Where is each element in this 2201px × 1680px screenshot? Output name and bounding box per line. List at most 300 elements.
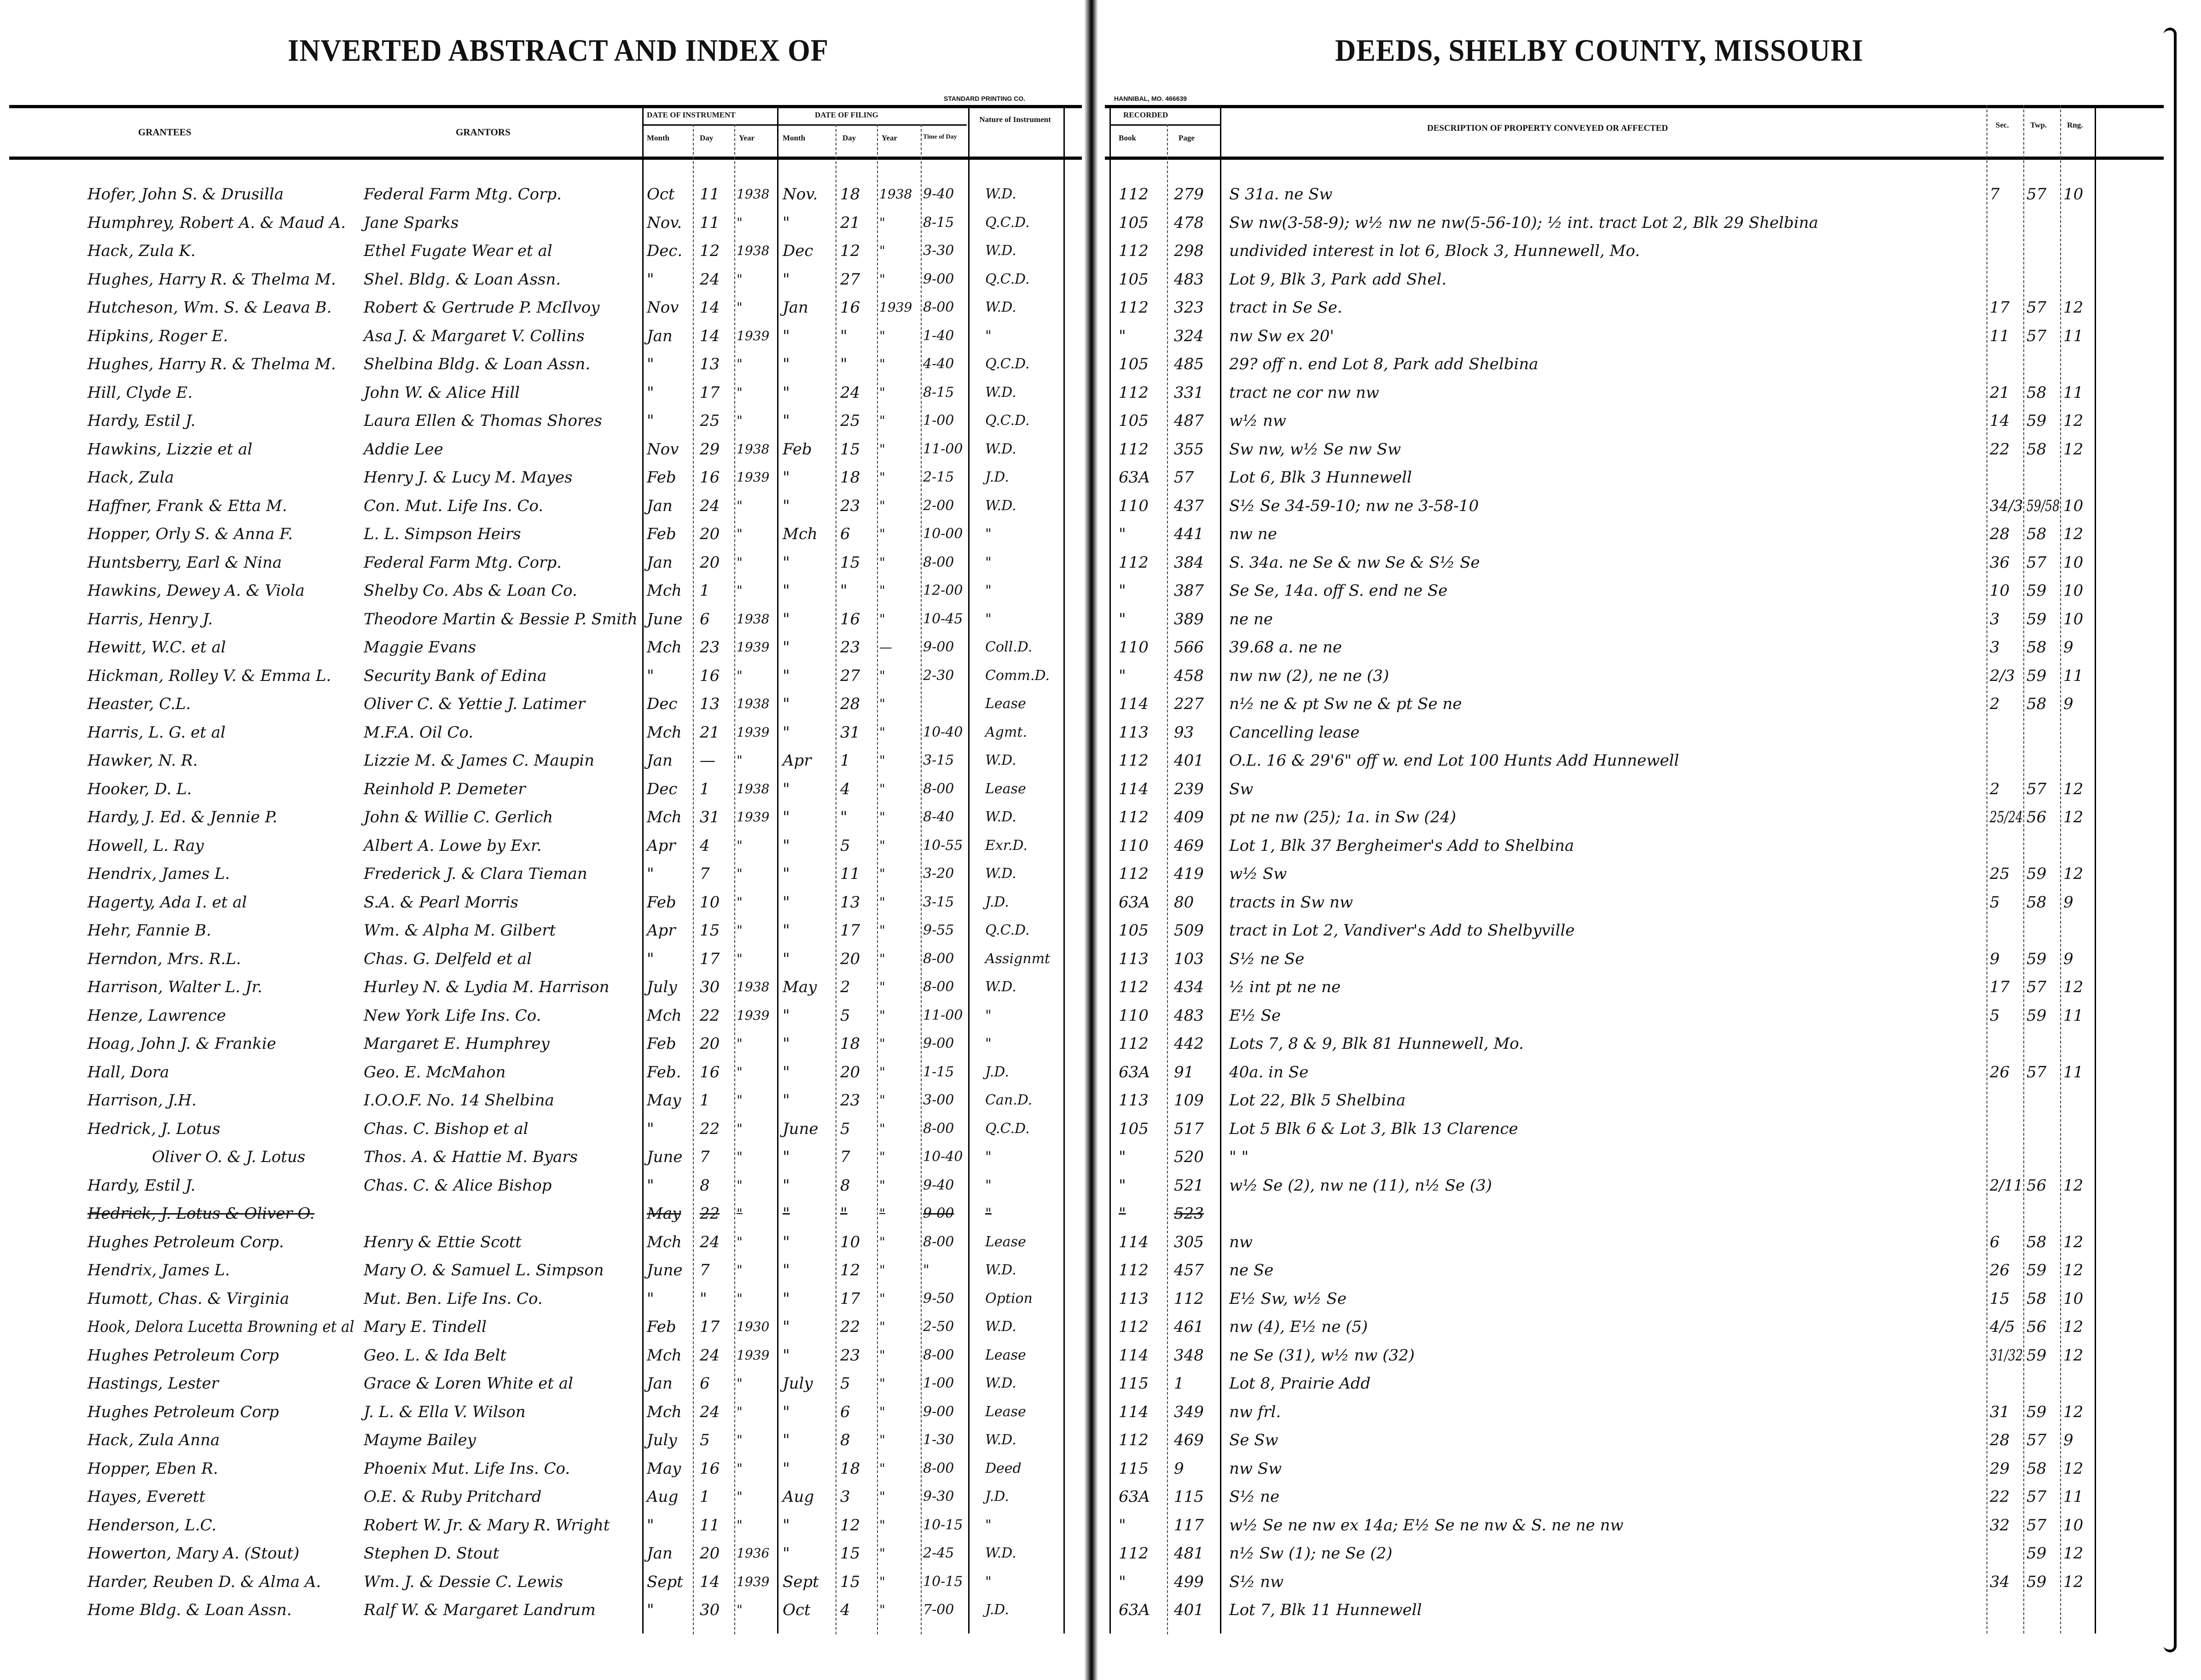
- col-sec: Sec.: [1996, 121, 2009, 129]
- filing-year: ": [879, 328, 885, 343]
- filing-day: 1: [840, 751, 850, 770]
- instrument-month: Feb: [647, 468, 676, 487]
- page: 279: [1174, 185, 1204, 203]
- sec: 2/11: [1990, 1176, 2023, 1195]
- sec: 31: [1990, 1402, 2010, 1421]
- filing-month: ": [783, 1346, 790, 1365]
- nature: W.D.: [985, 809, 1016, 825]
- grantor: Wm. & Alpha M. Gilbert: [364, 921, 556, 940]
- description: ne Se: [1229, 1261, 1274, 1279]
- instrument-day: 17: [700, 383, 720, 402]
- filing-month: Dec: [783, 242, 813, 260]
- table-row: [0, 1398, 2201, 1426]
- sec: 32: [1990, 1516, 2010, 1535]
- grantee: Huntsberry, Earl & Nina: [87, 553, 282, 572]
- filing-month: Jan: [783, 298, 808, 317]
- filing-month: ": [783, 808, 790, 826]
- grantor: Henry & Ettie Scott: [364, 1232, 522, 1251]
- filing-year: ": [879, 1093, 885, 1108]
- page: 117: [1174, 1516, 1204, 1535]
- rng: 10: [2063, 581, 2084, 600]
- page: 469: [1174, 1431, 1204, 1449]
- instrument-day: 24: [700, 1232, 720, 1251]
- sec: 25/24: [1990, 808, 2023, 826]
- filing-time: 8-00: [923, 1233, 954, 1250]
- grantee: Hutcheson, Wm. S. & Leava B.: [87, 298, 332, 317]
- filing-day: 4: [840, 1601, 850, 1619]
- table-row: [0, 917, 2201, 944]
- col-twp: Twp.: [2030, 121, 2047, 129]
- filing-month: Oct: [783, 1601, 811, 1619]
- grantor: Asa J. & Margaret V. Collins: [364, 326, 585, 345]
- sec: 7: [1990, 185, 2000, 203]
- instrument-year: ": [737, 583, 743, 598]
- table-row: [0, 1455, 2201, 1482]
- nature: W.D.: [985, 979, 1016, 995]
- col-description: DESCRIPTION OF PROPERTY CONVEYED OR AFFECTED: [1427, 123, 1668, 133]
- twp: 57: [2027, 1488, 2047, 1506]
- col-date-of-filing: DATE OF FILING: [815, 110, 878, 119]
- twp: 58: [2027, 440, 2047, 459]
- instrument-month: ": [647, 949, 654, 968]
- twp: 59: [2027, 1261, 2047, 1279]
- filing-month: ": [783, 779, 790, 798]
- description: Cancelling lease: [1229, 723, 1360, 742]
- grantor: Albert A. Lowe by Exr.: [364, 836, 542, 855]
- page: 485: [1174, 355, 1204, 373]
- description: tract in Se Se.: [1229, 298, 1342, 317]
- grantor: Chas. G. Delfeld et al: [364, 949, 532, 968]
- rng: 12: [2063, 1176, 2084, 1195]
- page: 437: [1174, 496, 1204, 515]
- nature: ": [985, 1035, 992, 1052]
- filing-month: July: [783, 1374, 813, 1393]
- page: 323: [1174, 298, 1204, 317]
- filing-year: ": [879, 384, 885, 400]
- page: 91: [1174, 1063, 1194, 1081]
- filing-month: ": [783, 666, 790, 685]
- grantee: Hardy, Estil J.: [87, 412, 196, 430]
- instrument-day: 30: [700, 1601, 720, 1619]
- page: 487: [1174, 412, 1204, 430]
- filing-month: ": [783, 1035, 790, 1053]
- instrument-year: ": [737, 271, 743, 287]
- grantee: Hawker, N. R.: [87, 751, 198, 770]
- book: 113: [1119, 1091, 1149, 1110]
- filing-time: 8-00: [923, 1347, 954, 1363]
- filing-time: 3-30: [923, 243, 954, 259]
- description: Lot 1, Blk 37 Bergheimer's Add to Shelbina: [1229, 836, 1574, 855]
- table-row: [0, 1342, 2201, 1369]
- nature: W.D.: [985, 243, 1016, 259]
- book: 63A: [1119, 893, 1150, 912]
- nature: W.D.: [985, 1545, 1016, 1561]
- instrument-year: ": [737, 1093, 743, 1108]
- filing-time: 8-00: [923, 780, 954, 797]
- filing-time: 9-55: [923, 922, 954, 938]
- filing-month: Sept: [783, 1572, 819, 1591]
- filing-day: ": [840, 1204, 848, 1223]
- instrument-month: ": [647, 355, 654, 373]
- instrument-day: 1: [700, 581, 710, 600]
- instrument-month: May: [647, 1091, 681, 1110]
- filing-time: 10-15: [923, 1573, 963, 1590]
- instrument-year: ": [737, 1460, 743, 1476]
- book: 112: [1119, 553, 1149, 572]
- nature: W.D.: [985, 866, 1016, 882]
- grantee: Hipkins, Roger E.: [87, 326, 228, 345]
- filing-year: ": [879, 1319, 885, 1334]
- filing-day: 27: [840, 666, 860, 685]
- instrument-year: 1939: [737, 1574, 770, 1589]
- filing-day: 23: [840, 496, 860, 515]
- instrument-year: ": [737, 1432, 743, 1447]
- description: nw Sw: [1229, 1459, 1282, 1478]
- grantor: Grace & Loren White et al: [364, 1374, 573, 1393]
- instrument-month: Jan: [647, 553, 673, 572]
- filing-year: ": [879, 696, 885, 711]
- right-page-title: DEEDS, SHELBY COUNTY, MISSOURI: [1335, 33, 1864, 68]
- page: 483: [1174, 1006, 1204, 1025]
- filing-day: 8: [840, 1176, 850, 1195]
- instrument-year: ": [737, 1234, 743, 1250]
- instrument-day: 16: [700, 666, 720, 685]
- table-row: [0, 436, 2201, 463]
- filing-year: ": [879, 1376, 885, 1391]
- table-row: [0, 945, 2201, 973]
- description: Lot 22, Blk 5 Shelbina: [1229, 1091, 1406, 1110]
- book: 113: [1119, 1289, 1149, 1308]
- book: 113: [1119, 949, 1149, 968]
- instrument-year: ": [737, 300, 743, 315]
- instrument-day: 1: [700, 1091, 710, 1110]
- nature: J.D.: [985, 469, 1009, 485]
- header-bottom-rule-right: [1105, 157, 2164, 160]
- nature: Lease: [985, 1403, 1026, 1420]
- filing-time: 9-50: [923, 1290, 954, 1307]
- filing-year: ": [879, 923, 885, 938]
- grantor: Security Bank of Edina: [364, 666, 547, 685]
- instrument-day: 13: [700, 355, 720, 373]
- table-row: [0, 1511, 2201, 1539]
- sec: 9: [1990, 949, 2000, 968]
- filing-time: 8-00: [923, 1460, 954, 1477]
- rng: 12: [2063, 865, 2084, 883]
- rng: 12: [2063, 779, 2084, 798]
- filing-month: ": [783, 1289, 790, 1308]
- grantee: Harrison, J.H.: [87, 1091, 197, 1110]
- page: 441: [1174, 525, 1204, 543]
- sec: 28: [1990, 525, 2010, 543]
- filing-year: ": [879, 668, 885, 683]
- book: 114: [1119, 1346, 1149, 1365]
- filing-day: 15: [840, 1544, 860, 1563]
- instrument-month: Dec.: [647, 242, 683, 260]
- filing-time: 11-00: [923, 1007, 963, 1023]
- book: 114: [1119, 1232, 1149, 1251]
- instrument-day: 10: [700, 893, 720, 912]
- page: 331: [1174, 383, 1204, 402]
- filing-time: 1-00: [923, 413, 954, 429]
- nature: Can.D.: [985, 1092, 1033, 1108]
- nature: ": [985, 526, 992, 542]
- description: S. 34a. ne Se & nw Se & S½ Se: [1229, 553, 1480, 572]
- filing-year: ": [879, 979, 885, 994]
- grantee: Hofer, John S. & Drusilla: [87, 185, 284, 203]
- instrument-month: Nov: [647, 298, 679, 317]
- filing-year: ": [879, 1517, 885, 1533]
- book: 112: [1119, 1261, 1149, 1279]
- instrument-month: Feb: [647, 525, 676, 543]
- table-row: [0, 1596, 2201, 1624]
- sec: 17: [1990, 298, 2010, 317]
- instrument-day: 1: [700, 1488, 710, 1506]
- page: 57: [1174, 468, 1194, 487]
- filing-year: ": [879, 470, 885, 485]
- filing-day: 5: [840, 1374, 850, 1393]
- grantor: S.A. & Pearl Morris: [364, 893, 518, 912]
- instrument-month: May: [647, 1204, 681, 1223]
- grantee: Humott, Chas. & Virginia: [87, 1289, 290, 1308]
- filing-year: ": [879, 1546, 885, 1561]
- grantee: Hedrick, J. Lotus: [87, 1119, 221, 1138]
- twp: 59: [2027, 1572, 2047, 1591]
- grantee: Hendrix, James L.: [87, 865, 230, 883]
- instrument-month: Mch: [647, 723, 682, 742]
- table-row: [0, 832, 2201, 860]
- book: 63A: [1119, 1601, 1150, 1619]
- grantor: Mary O. & Samuel L. Simpson: [364, 1261, 604, 1279]
- instrument-day: 22: [700, 1119, 720, 1138]
- filing-time: 9-40: [923, 186, 954, 202]
- rng: 12: [2063, 412, 2084, 430]
- grantor: Federal Farm Mtg. Corp.: [364, 553, 562, 572]
- grantor: Maggie Evans: [364, 638, 476, 657]
- book: 112: [1119, 1035, 1149, 1053]
- grantor: Geo. L. & Ida Belt: [364, 1346, 506, 1365]
- twp: 59: [2027, 666, 2047, 685]
- col-filing-day: Day: [842, 134, 856, 142]
- page: 1: [1174, 1374, 1184, 1393]
- table-row: [0, 1030, 2201, 1058]
- grantor: Ethel Fugate Wear et al: [364, 242, 552, 260]
- instrument-day: 6: [700, 1374, 710, 1393]
- rng: 9: [2063, 893, 2073, 912]
- description: " ": [1229, 1148, 1249, 1166]
- grantee: Hall, Dora: [87, 1063, 169, 1081]
- page: 239: [1174, 779, 1204, 798]
- book: 114: [1119, 695, 1149, 713]
- instrument-day: 24: [700, 270, 720, 289]
- description: Se Sw: [1229, 1431, 1278, 1449]
- instrument-day: 29: [700, 440, 720, 459]
- description: E½ Sw, w½ Se: [1229, 1289, 1347, 1308]
- filing-time: 8-15: [923, 384, 954, 401]
- book: 112: [1119, 185, 1149, 203]
- filing-day: 28: [840, 695, 860, 713]
- page: 401: [1174, 1601, 1204, 1619]
- table-row: [0, 1483, 2201, 1511]
- filing-year: ": [879, 809, 885, 825]
- filing-year: ": [879, 1007, 885, 1023]
- twp: 57: [2027, 1063, 2047, 1081]
- instrument-month: July: [647, 978, 677, 996]
- nature: Coll.D.: [985, 639, 1033, 655]
- filing-month: ": [783, 1431, 790, 1449]
- instrument-month: Apr: [647, 921, 676, 940]
- sec: 3: [1990, 638, 2000, 657]
- grantor: O.E. & Ruby Pritchard: [364, 1488, 542, 1506]
- instrument-month: Mch: [647, 808, 682, 826]
- filing-year: ": [879, 498, 885, 513]
- instrument-year: 1938: [737, 243, 770, 258]
- instrument-month: ": [647, 1601, 654, 1619]
- grantee: Hardy, J. Ed. & Jennie P.: [87, 808, 278, 826]
- instrument-year: ": [737, 526, 743, 541]
- page: 389: [1174, 610, 1204, 628]
- grantor: M.F.A. Oil Co.: [364, 723, 474, 742]
- instrument-month: Jan: [647, 326, 673, 345]
- nature: Q.C.D.: [985, 356, 1030, 372]
- twp: 57: [2027, 1516, 2047, 1535]
- description: ne Se (31), w½ nw (32): [1229, 1346, 1415, 1365]
- instrument-month: ": [647, 666, 654, 685]
- rng: 9: [2063, 638, 2073, 657]
- filing-month: ": [783, 1544, 790, 1563]
- instrument-year: ": [737, 384, 743, 400]
- page: 384: [1174, 553, 1204, 572]
- instrument-month: Mch: [647, 638, 682, 657]
- table-row: [0, 1313, 2201, 1341]
- book: 112: [1119, 383, 1149, 402]
- nature: Q.C.D.: [985, 214, 1030, 231]
- book: 115: [1119, 1374, 1149, 1393]
- description: Se Se, 14a. off S. end ne Se: [1229, 581, 1448, 600]
- filing-time: 2-15: [923, 469, 954, 485]
- grantor: John & Willie C. Gerlich: [364, 808, 553, 826]
- filing-year: ": [879, 1036, 885, 1051]
- instrument-year: ": [737, 413, 743, 428]
- filing-time: 8-00: [923, 950, 954, 967]
- filing-year: ": [879, 356, 885, 372]
- sec: 28: [1990, 1431, 2010, 1449]
- table-row: [0, 1370, 2201, 1397]
- instrument-year: 1939: [737, 639, 770, 655]
- instrument-day: 12: [700, 242, 720, 260]
- filing-month: Nov.: [783, 185, 818, 203]
- table-row: [0, 889, 2201, 916]
- grantor: Reinhold P. Demeter: [364, 779, 526, 798]
- filing-month: ": [783, 1318, 790, 1336]
- grantor: Shelbina Bldg. & Loan Assn.: [364, 355, 591, 373]
- page: 469: [1174, 836, 1204, 855]
- nature: W.D.: [985, 752, 1016, 768]
- nature: W.D.: [985, 441, 1016, 457]
- rng: 12: [2063, 298, 2084, 317]
- sec: 4/5: [1990, 1318, 2015, 1336]
- grantee: Hughes Petroleum Corp: [87, 1346, 279, 1365]
- page: 9: [1174, 1459, 1184, 1478]
- filing-time: 9-00: [923, 639, 954, 655]
- description: nw ne: [1229, 525, 1277, 543]
- filing-time: 3-00: [923, 1092, 954, 1108]
- filing-year: ": [879, 1149, 885, 1164]
- filing-day: 12: [840, 242, 860, 260]
- rng: 9: [2063, 695, 2073, 713]
- twp: 57: [2027, 779, 2047, 798]
- filing-day: 27: [840, 270, 860, 289]
- grantee: Harder, Reuben D. & Alma A.: [87, 1572, 321, 1591]
- twp: 58: [2027, 383, 2047, 402]
- table-row: [0, 577, 2201, 605]
- table-row: [0, 549, 2201, 576]
- table-row: [0, 1540, 2201, 1567]
- grantee: Harrison, Walter L. Jr.: [87, 978, 262, 996]
- instrument-day: ": [700, 1289, 707, 1308]
- page: 298: [1174, 242, 1204, 260]
- twp: 57: [2027, 978, 2047, 996]
- description: w½ Se (2), nw ne (11), n½ Se (3): [1229, 1176, 1492, 1195]
- instrument-year: ": [737, 1262, 743, 1278]
- instrument-month: Mch: [647, 1232, 682, 1251]
- sec: 2/3: [1990, 666, 2015, 685]
- book: 114: [1119, 1402, 1149, 1421]
- filing-time: 2-50: [923, 1319, 954, 1335]
- filing-time: 8-00: [923, 1120, 954, 1137]
- book: 110: [1119, 496, 1149, 515]
- grantee: Harris, Henry J.: [87, 610, 213, 628]
- instrument-month: June: [647, 1261, 683, 1279]
- rng: 9: [2063, 949, 2073, 968]
- instrument-year: 1938: [737, 441, 770, 457]
- instrument-month: Jan: [647, 1374, 673, 1393]
- page: 442: [1174, 1035, 1204, 1053]
- table-row: [0, 464, 2201, 491]
- filing-month: Aug: [783, 1488, 814, 1506]
- filing-day: 5: [840, 1119, 850, 1138]
- twp: 58: [2027, 638, 2047, 657]
- filing-day: ": [840, 808, 848, 826]
- rng: 11: [2063, 666, 2084, 685]
- sec: 26: [1990, 1063, 2010, 1081]
- header-top-rule-right: [1105, 105, 2164, 108]
- instrument-year: ": [737, 498, 743, 513]
- table-row: [0, 1087, 2201, 1114]
- filing-day: 12: [840, 1516, 860, 1535]
- table-row: [0, 634, 2201, 661]
- table-row: [0, 520, 2201, 548]
- book: 112: [1119, 242, 1149, 260]
- rng: 10: [2063, 496, 2084, 515]
- nature: Lease: [985, 696, 1026, 712]
- filing-month: ": [783, 1516, 790, 1535]
- filing-year: ": [879, 271, 885, 287]
- filing-year: ": [879, 1177, 885, 1193]
- filing-time: 12-00: [923, 582, 963, 599]
- instrument-day: 20: [700, 525, 720, 543]
- book: 112: [1119, 298, 1149, 317]
- filing-time: 8-00: [923, 979, 954, 995]
- page: 401: [1174, 751, 1204, 770]
- left-page-title: INVERTED ABSTRACT AND INDEX OF: [288, 33, 829, 68]
- instrument-day: 11: [700, 1516, 720, 1535]
- rng: 11: [2063, 383, 2084, 402]
- description: E½ Se: [1229, 1006, 1281, 1025]
- filing-time: 3-15: [923, 894, 954, 910]
- filing-month: ": [783, 412, 790, 430]
- nature: Exr.D.: [985, 837, 1028, 854]
- instrument-day: 14: [700, 1572, 720, 1591]
